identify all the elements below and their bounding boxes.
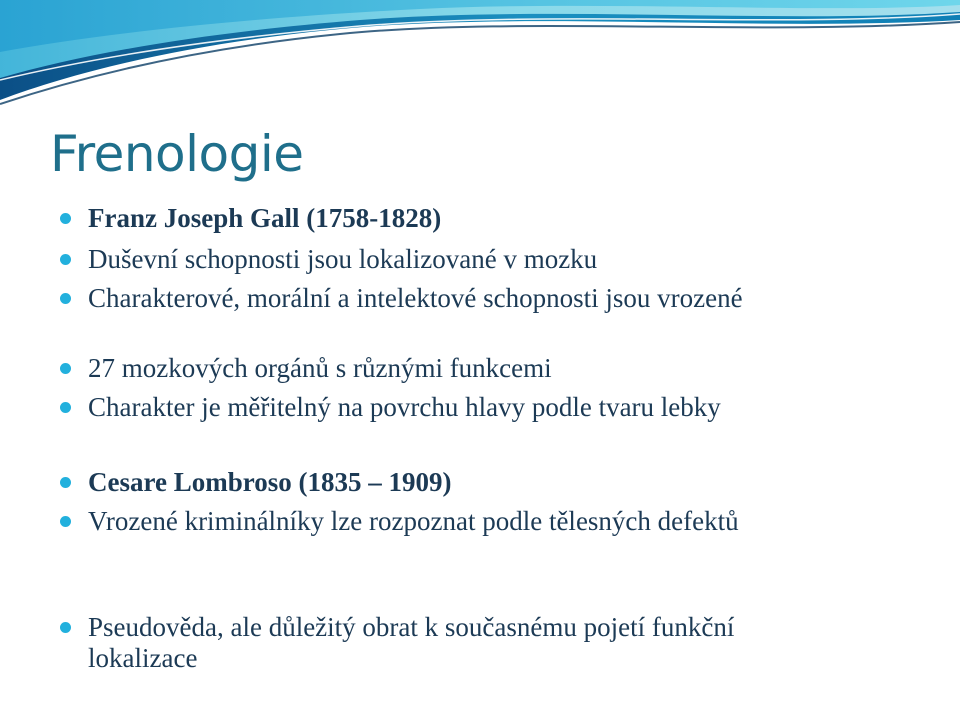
bullet-item bbox=[88, 506, 828, 537]
bullet-text: Pseudověda, ale důležitý obrat k současnému pojetí funkční lokalizace bbox=[88, 612, 735, 673]
bullet-item bbox=[88, 612, 828, 674]
bullet-dot-icon bbox=[60, 213, 71, 224]
bullet-item bbox=[88, 392, 928, 423]
bullet-dot-icon bbox=[60, 622, 71, 633]
bullet-dot-icon bbox=[60, 402, 71, 413]
bullet-text: Cesare Lombroso (1835 – 1909) bbox=[88, 467, 452, 497]
bullet-item bbox=[88, 353, 928, 384]
bullet-text: Franz Joseph Gall (1758-1828) bbox=[88, 203, 442, 233]
bullet-item bbox=[88, 467, 928, 498]
bullet-dot-icon bbox=[60, 477, 71, 488]
bullet-dot-icon bbox=[60, 254, 71, 265]
slide-title: Frenologie bbox=[50, 125, 304, 183]
bullet-text: Vrozené kriminálníky lze rozpoznat podle tělesných defektů bbox=[88, 506, 739, 536]
bullet-item bbox=[88, 203, 928, 234]
bullet-dot-icon bbox=[60, 516, 71, 527]
bullet-dot-icon bbox=[60, 363, 71, 374]
bullet-item bbox=[88, 283, 828, 314]
bullet-item bbox=[88, 244, 928, 275]
bullet-dot-icon bbox=[60, 293, 71, 304]
bullet-text: Duševní schopnosti jsou lokalizované v mozku bbox=[88, 244, 598, 274]
bullet-text: 27 mozkových orgánů s různými funkcemi bbox=[88, 353, 552, 383]
bullet-text: Charakterové, morální a intelektové schopnosti jsou vrozené bbox=[88, 283, 743, 313]
bullet-text: Charakter je měřitelný na povrchu hlavy podle tvaru lebky bbox=[88, 392, 721, 422]
